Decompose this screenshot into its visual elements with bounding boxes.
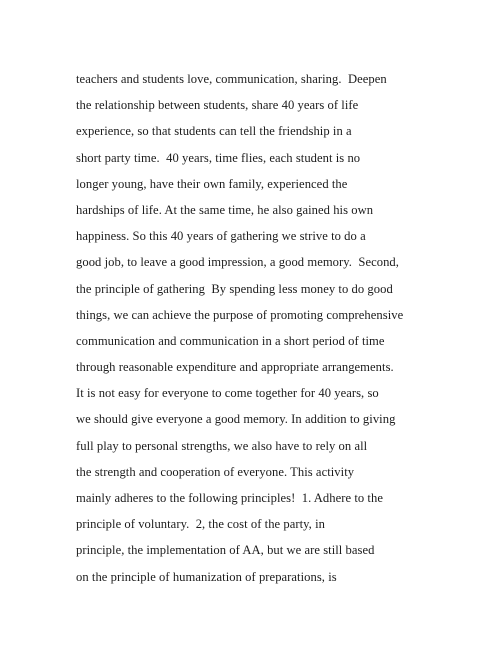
- text-line: hardships of life. At the same time, he also gained his own: [76, 202, 374, 217]
- text-line: things, we can achieve the purpose of promoting comprehensive: [76, 307, 404, 322]
- text-line: principle of voluntary. 2, the cost of the party, in: [76, 517, 325, 532]
- text-line: teachers and students love, communication, sharing. Deepen: [76, 72, 387, 86]
- text-line: we should give everyone a good memory. In addition to giving: [76, 412, 396, 427]
- body-text: [76, 66, 438, 590]
- text-line: on the principle of humanization of preparations, is: [76, 569, 337, 584]
- text-line: the relationship between students, share 40 years of life: [76, 98, 359, 113]
- text-line: It is not easy for everyone to come together for 40 years, so: [76, 386, 379, 401]
- text-line: happiness. So this 40 years of gathering we strive to do a: [76, 229, 366, 244]
- text-line: the strength and cooperation of everyone. This activity: [76, 464, 355, 479]
- text-line: principle, the implementation of AA, but we are still based: [76, 543, 375, 558]
- text-line: longer young, have their own family, experienced the: [76, 176, 348, 191]
- text-line: communication and communication in a short period of time: [76, 333, 385, 348]
- text-line: the principle of gathering By spending less money to do good: [76, 281, 393, 296]
- text-line: experience, so that students can tell the friendship in a: [76, 124, 352, 139]
- text-line: through reasonable expenditure and appropriate arrangements.: [76, 360, 394, 375]
- text-line: short party time. 40 years, time flies, each student is no: [76, 150, 361, 165]
- text-line: good job, to leave a good impression, a good memory. Second,: [76, 255, 399, 270]
- text-line: full play to personal strengths, we also have to rely on all: [76, 438, 368, 453]
- text-line: mainly adheres to the following principles! 1. Adhere to the: [76, 491, 383, 505]
